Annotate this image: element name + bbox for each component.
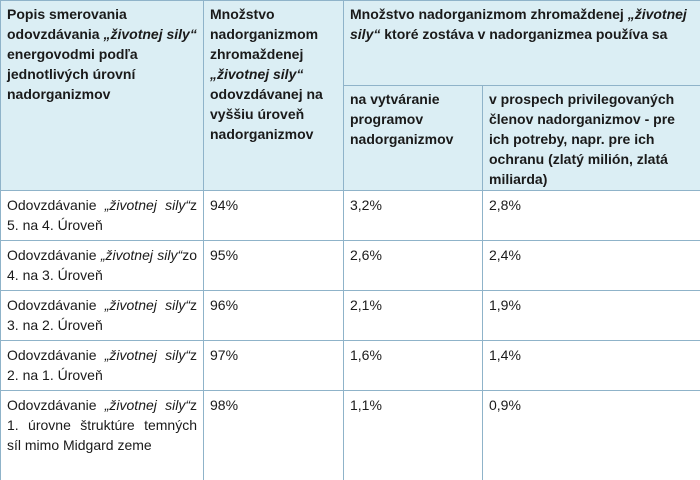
cell-privileged: 1,9% <box>483 291 700 341</box>
subheader-privileged-members: v prospech privilegovaných členov nadorganizmov - pre ich potreby, napr. pre ich ochranu (zlatý milión, zlatá miliarda) <box>483 86 700 191</box>
table-row <box>1 191 700 241</box>
cell-programs: 2,6% <box>344 241 483 291</box>
header-row <box>1 1 700 86</box>
header-remaining-amount: Množstvo nadorganizmom zhromaždenej „životnej sily“ ktoré zostáva v nadorganizmea používa sa <box>344 1 700 86</box>
cell-privileged: 2,4% <box>483 241 700 291</box>
row-label: Odovzdávanie „životnej sily“z 3. na 2. Úroveň <box>1 291 204 341</box>
cell-transferred: 97% <box>204 341 344 391</box>
cell-programs: 3,2% <box>344 191 483 241</box>
row-label: Odovzdávanie „životnej sily“zo 4. na 3. Úroveň <box>1 241 204 291</box>
cell-programs: 1,6% <box>344 341 483 391</box>
table-row <box>1 241 700 291</box>
cell-privileged: 0,9% <box>483 391 700 480</box>
header-transferred-amount: Množstvo nadorganizmom zhromaždenej „životnej sily“ odovzdávanej na vyššiu úroveň nadorganizmov <box>204 1 344 191</box>
cell-programs: 1,1% <box>344 391 483 480</box>
table-row <box>1 341 700 391</box>
subheader-programs: na vytváranie programov nadorganizmov <box>344 86 483 191</box>
cell-transferred: 94% <box>204 191 344 241</box>
cell-transferred: 95% <box>204 241 344 291</box>
cell-programs: 2,1% <box>344 291 483 341</box>
cell-privileged: 2,8% <box>483 191 700 241</box>
cell-transferred: 98% <box>204 391 344 480</box>
table-row <box>1 291 700 341</box>
table-row <box>1 391 700 480</box>
row-label: Odovzdávanie „životnej sily“z 2. na 1. Úroveň <box>1 341 204 391</box>
cell-transferred: 96% <box>204 291 344 341</box>
row-label: Odovzdávanie „životnej sily“z 1. úrovne štruktúre temných síl mimo Midgard zeme <box>1 391 204 480</box>
cell-privileged: 1,4% <box>483 341 700 391</box>
row-label: Odovzdávanie „životnej sily“z 5. na 4. Úroveň <box>1 191 204 241</box>
header-description: Popis smerovania odovzdávania „životnej sily“ energovodmi podľa jednotlivých úrovní nadorganizmov <box>1 1 204 191</box>
